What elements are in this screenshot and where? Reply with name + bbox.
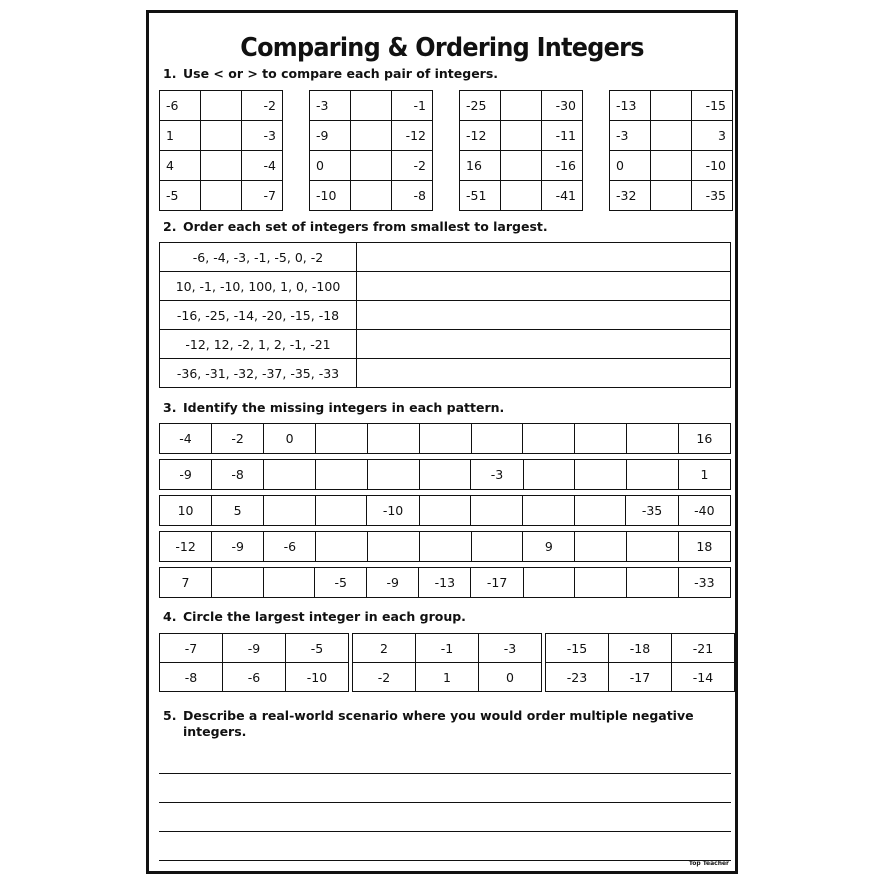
pattern-row [160, 568, 731, 598]
compare-row [610, 91, 733, 121]
missing-integer-blank[interactable] [575, 460, 627, 490]
left-integer: 1 [160, 121, 201, 151]
compare-row [160, 121, 283, 151]
question-text: Use < or > to compare each pair of integers. [183, 66, 499, 81]
compare-row [160, 91, 283, 121]
compare-table [309, 90, 433, 211]
missing-integer-blank[interactable] [419, 496, 471, 526]
answer-line[interactable] [159, 802, 731, 803]
question-number: 3. [163, 400, 177, 415]
group-integer[interactable]: -9 [223, 634, 286, 663]
missing-integer-blank[interactable] [368, 532, 420, 562]
right-integer: -1 [392, 91, 433, 121]
question-4 [163, 609, 466, 624]
left-integer: -13 [610, 91, 651, 121]
group-row [546, 634, 735, 663]
missing-integer-blank[interactable] [367, 424, 419, 454]
missing-integer-blank[interactable] [316, 460, 368, 490]
missing-integer-blank[interactable] [574, 496, 626, 526]
right-integer: -7 [242, 181, 283, 211]
pattern-row [160, 424, 731, 454]
missing-integer-blank[interactable] [523, 496, 575, 526]
group-integer[interactable]: -1 [416, 634, 479, 663]
right-integer: -30 [542, 91, 583, 121]
group-row [160, 663, 349, 692]
pattern-integer: 18 [678, 532, 730, 562]
left-integer: -6 [160, 91, 201, 121]
group-row [353, 663, 542, 692]
question-2 [163, 219, 548, 234]
compare-row [160, 181, 283, 211]
right-integer: -15 [692, 91, 733, 121]
group-row [353, 634, 542, 663]
compare-row [610, 151, 733, 181]
worksheet-title: Comparing & Ordering Integers [240, 33, 644, 63]
question-text: Circle the largest integer in each group. [183, 609, 466, 624]
symbol-blank[interactable] [201, 121, 242, 151]
symbol-blank[interactable] [501, 151, 542, 181]
symbol-blank[interactable] [501, 181, 542, 211]
compare-row [460, 151, 583, 181]
pattern-integer: 16 [678, 424, 730, 454]
order-row [160, 272, 731, 301]
right-integer: -8 [392, 181, 433, 211]
left-integer: 0 [610, 151, 651, 181]
pattern-table [159, 459, 731, 490]
compare-row [310, 151, 433, 181]
integer-set: -16, -25, -14, -20, -15, -18 [160, 301, 357, 330]
missing-integer-blank[interactable] [419, 460, 471, 490]
integer-set: 10, -1, -10, 100, 1, 0, -100 [160, 272, 357, 301]
symbol-blank[interactable] [351, 121, 392, 151]
pattern-integer: 1 [678, 460, 730, 490]
question-text-line-1: Describe a real-world scenario where you would order multiple negative [183, 708, 694, 723]
left-integer: -12 [460, 121, 501, 151]
worksheet [146, 10, 738, 874]
symbol-blank[interactable] [651, 121, 692, 151]
group-integer[interactable]: -3 [479, 634, 542, 663]
pattern-integer: -9 [212, 532, 264, 562]
question-number: 1. [163, 66, 177, 81]
left-integer: -32 [610, 181, 651, 211]
missing-integer-blank[interactable] [316, 424, 368, 454]
answer-line[interactable] [159, 860, 731, 861]
right-integer: -10 [692, 151, 733, 181]
pattern-integer: -8 [212, 460, 264, 490]
group-integer[interactable]: -17 [609, 663, 672, 692]
integer-set: -6, -4, -3, -1, -5, 0, -2 [160, 243, 357, 272]
integer-group-table [159, 633, 349, 692]
pattern-table [159, 531, 731, 562]
left-integer: -10 [310, 181, 351, 211]
left-integer: -9 [310, 121, 351, 151]
group-integer[interactable]: -2 [353, 663, 416, 692]
pattern-integer: -6 [264, 532, 316, 562]
missing-integer-blank[interactable] [627, 460, 679, 490]
missing-integer-blank[interactable] [471, 532, 523, 562]
group-integer[interactable]: 1 [416, 663, 479, 692]
pattern-integer: -9 [160, 460, 212, 490]
missing-integer-blank[interactable] [264, 460, 316, 490]
compare-row [460, 121, 583, 151]
left-integer: 4 [160, 151, 201, 181]
group-integer[interactable]: -10 [286, 663, 349, 692]
question-number: 4. [163, 609, 177, 624]
symbol-blank[interactable] [201, 181, 242, 211]
symbol-blank[interactable] [501, 91, 542, 121]
pattern-integer: -13 [419, 568, 471, 598]
pattern-integer: 7 [160, 568, 212, 598]
missing-integer-blank[interactable] [626, 424, 678, 454]
answer-line[interactable] [159, 831, 731, 832]
pattern-integer: -40 [678, 496, 730, 526]
pattern-table [159, 495, 731, 526]
missing-integer-blank[interactable] [627, 568, 679, 598]
symbol-blank[interactable] [201, 151, 242, 181]
integer-set: -12, 12, -2, 1, 2, -1, -21 [160, 330, 357, 359]
right-integer: -11 [542, 121, 583, 151]
compare-row [310, 181, 433, 211]
symbol-blank[interactable] [201, 91, 242, 121]
missing-integer-blank[interactable] [575, 532, 627, 562]
question-3 [163, 400, 504, 415]
group-row [160, 634, 349, 663]
pattern-table [159, 423, 731, 454]
missing-integer-blank[interactable] [211, 568, 263, 598]
right-integer: -35 [692, 181, 733, 211]
missing-integer-blank[interactable] [419, 532, 471, 562]
pattern-integer: 0 [264, 424, 316, 454]
order-row [160, 243, 731, 272]
answer-blank[interactable] [357, 359, 731, 388]
pattern-integer: 9 [523, 532, 575, 562]
compare-table [159, 90, 283, 211]
group-integer[interactable]: -6 [223, 663, 286, 692]
group-integer[interactable]: -18 [609, 634, 672, 663]
symbol-blank[interactable] [651, 181, 692, 211]
missing-integer-blank[interactable] [367, 460, 419, 490]
group-integer[interactable]: -15 [546, 634, 609, 663]
pattern-integer: -10 [367, 496, 419, 526]
left-integer: -3 [610, 121, 651, 151]
answer-blank[interactable] [357, 243, 731, 272]
right-integer: -16 [542, 151, 583, 181]
compare-table [609, 90, 733, 211]
pattern-row [160, 460, 731, 490]
left-integer: 0 [310, 151, 351, 181]
answer-blank[interactable] [357, 301, 731, 330]
symbol-blank[interactable] [501, 121, 542, 151]
missing-integer-blank[interactable] [263, 568, 315, 598]
pattern-integer: -12 [160, 532, 212, 562]
left-integer: 16 [460, 151, 501, 181]
right-integer: -3 [242, 121, 283, 151]
compare-row [460, 91, 583, 121]
missing-integer-blank[interactable] [575, 424, 627, 454]
pattern-integer: -4 [160, 424, 212, 454]
group-integer[interactable]: 2 [353, 634, 416, 663]
symbol-blank[interactable] [651, 91, 692, 121]
right-integer: -4 [242, 151, 283, 181]
pattern-row [160, 532, 731, 562]
integer-group-table [352, 633, 542, 692]
symbol-blank[interactable] [351, 151, 392, 181]
pattern-integer: 10 [160, 496, 212, 526]
left-integer: -25 [460, 91, 501, 121]
left-integer: -51 [460, 181, 501, 211]
pattern-integer: -33 [678, 568, 730, 598]
answer-blank[interactable] [357, 330, 731, 359]
question-number: 2. [163, 219, 177, 234]
group-integer[interactable]: -14 [672, 663, 735, 692]
missing-integer-blank[interactable] [315, 496, 367, 526]
left-integer: -3 [310, 91, 351, 121]
group-integer[interactable]: -23 [546, 663, 609, 692]
answer-blank[interactable] [357, 272, 731, 301]
pattern-integer: -9 [367, 568, 419, 598]
pattern-integer: -5 [315, 568, 367, 598]
pattern-integer: 5 [212, 496, 264, 526]
left-integer: -5 [160, 181, 201, 211]
missing-integer-blank[interactable] [523, 424, 575, 454]
right-integer: -12 [392, 121, 433, 151]
pattern-integer: -17 [471, 568, 523, 598]
right-integer: -2 [392, 151, 433, 181]
right-integer: 3 [692, 121, 733, 151]
compare-row [460, 181, 583, 211]
compare-row [610, 121, 733, 151]
integer-group-table [545, 633, 735, 692]
missing-integer-blank[interactable] [523, 460, 575, 490]
question-number: 5. [163, 708, 177, 723]
missing-integer-blank[interactable] [264, 496, 316, 526]
compare-row [310, 121, 433, 151]
pattern-table [159, 567, 731, 598]
answer-line[interactable] [159, 773, 731, 774]
question-text-line-2: integers. [183, 724, 247, 739]
question-1 [163, 66, 498, 81]
compare-row [610, 181, 733, 211]
missing-integer-blank[interactable] [471, 424, 523, 454]
missing-integer-blank[interactable] [575, 568, 627, 598]
order-row [160, 359, 731, 388]
symbol-blank[interactable] [651, 151, 692, 181]
order-row [160, 301, 731, 330]
right-integer: -41 [542, 181, 583, 211]
pattern-integer: -35 [626, 496, 678, 526]
question-text: Order each set of integers from smallest to largest. [183, 219, 548, 234]
pattern-row [160, 496, 731, 526]
right-integer: -2 [242, 91, 283, 121]
symbol-blank[interactable] [351, 181, 392, 211]
missing-integer-blank[interactable] [471, 496, 523, 526]
symbol-blank[interactable] [351, 91, 392, 121]
brand-logo: Top Teacher [688, 860, 729, 867]
pattern-integer: -3 [471, 460, 523, 490]
pattern-integer: -2 [212, 424, 264, 454]
group-integer[interactable]: 0 [479, 663, 542, 692]
group-integer[interactable]: -21 [672, 634, 735, 663]
question-text: Identify the missing integers in each pattern. [183, 400, 505, 415]
order-row [160, 330, 731, 359]
group-integer[interactable]: -7 [160, 634, 223, 663]
question-5 [163, 708, 703, 740]
compare-row [310, 91, 433, 121]
order-table [159, 242, 731, 388]
missing-integer-blank[interactable] [316, 532, 368, 562]
group-integer[interactable]: -5 [286, 634, 349, 663]
missing-integer-blank[interactable] [523, 568, 575, 598]
missing-integer-blank[interactable] [419, 424, 471, 454]
group-integer[interactable]: -8 [160, 663, 223, 692]
missing-integer-blank[interactable] [627, 532, 679, 562]
compare-table [459, 90, 583, 211]
group-row [546, 663, 735, 692]
compare-row [160, 151, 283, 181]
integer-set: -36, -31, -32, -37, -35, -33 [160, 359, 357, 388]
